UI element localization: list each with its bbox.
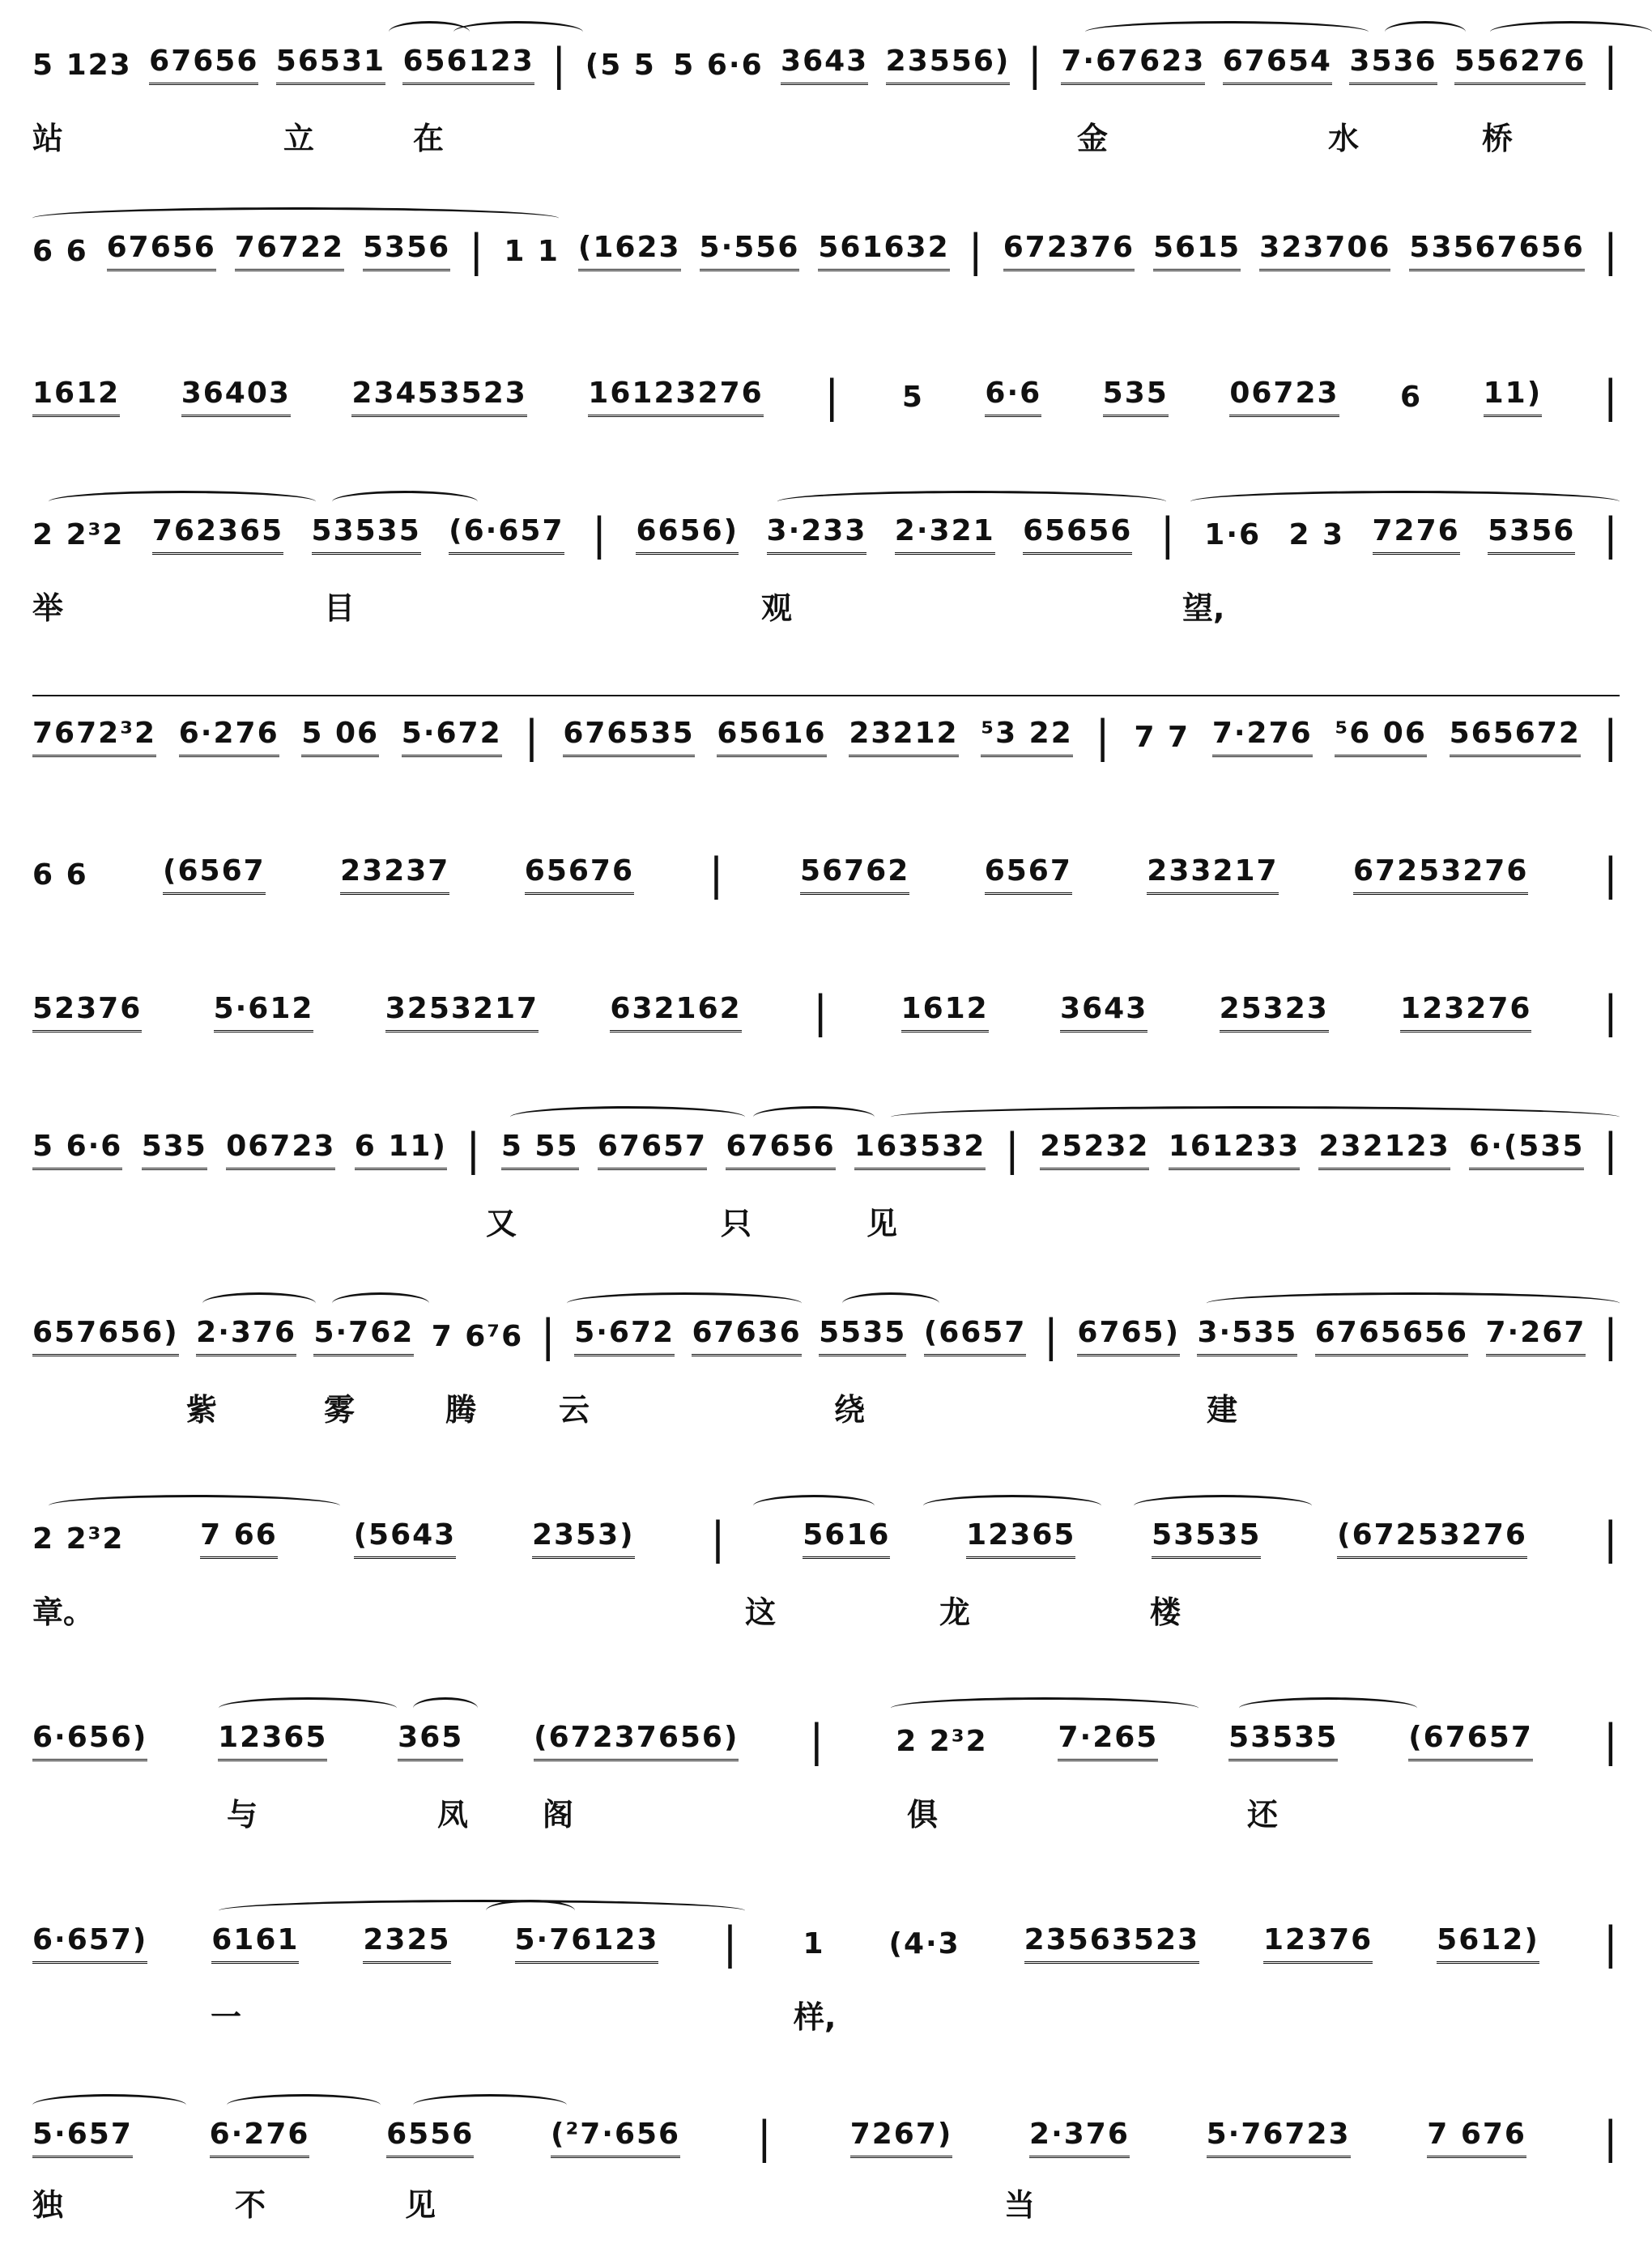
note-group: 5 123 — [32, 48, 132, 82]
note-group: 5·672 — [402, 717, 502, 757]
note-group: 5535 — [819, 1316, 906, 1356]
lyrics-line — [32, 2180, 1620, 2229]
barline: | — [809, 1715, 826, 1766]
barline: | — [722, 1918, 739, 1969]
note-group: 7 7 — [1134, 720, 1190, 754]
note-group: 535 — [142, 1130, 207, 1170]
note-group: 672376 — [1003, 231, 1135, 271]
note-group: 6556 — [386, 2118, 474, 2158]
note-group: 7·267 — [1486, 1316, 1586, 1356]
lyric-char: 见 — [866, 1206, 898, 1241]
lyrics-line — [32, 1198, 1620, 1247]
note-group: 6·276 — [179, 717, 279, 757]
note-group: 23556) — [886, 45, 1011, 85]
note-group: 6 6 — [32, 234, 88, 268]
lyrics-line — [32, 583, 1620, 632]
barline: | — [1603, 1124, 1620, 1175]
note-group: 5 — [901, 380, 924, 414]
note-group: (6657 — [924, 1316, 1027, 1356]
note-group: 5 06 — [301, 717, 379, 757]
barline: | — [1603, 1513, 1620, 1564]
note-group: 565672 — [1450, 717, 1581, 757]
lyrics-line — [32, 1992, 1620, 2041]
note-group: 67657 — [598, 1130, 707, 1170]
lyric-char: 桥 — [1482, 121, 1514, 156]
note-group: 65656 — [1023, 514, 1132, 555]
note-group: 1612 — [32, 377, 120, 417]
lyric-char: 独 — [32, 2187, 64, 2223]
note-group: 11) — [1484, 377, 1543, 417]
note-group: 123276 — [1400, 992, 1531, 1032]
notation-line — [32, 1117, 1620, 1182]
note-group: 6·276 — [210, 2118, 310, 2158]
lyric-char: 金 — [1077, 121, 1109, 156]
note-group: 556276 — [1454, 45, 1586, 85]
note-group: 6161 — [211, 1923, 299, 1964]
lyric-char: 目 — [324, 590, 356, 626]
note-group: 7672³2 — [32, 717, 156, 757]
notation-line — [32, 842, 1620, 907]
note-group: 3643 — [781, 45, 868, 85]
lyric-char: 见 — [405, 2187, 436, 2223]
lyric-char: 还 — [1247, 1797, 1279, 1833]
note-group: 23453523 — [351, 377, 526, 417]
barline: | — [466, 1124, 483, 1175]
lyric-char: 观 — [761, 590, 793, 626]
note-group: 52376 — [32, 992, 142, 1032]
note-group: 233217 — [1147, 854, 1278, 895]
note-group: 535 — [1103, 377, 1169, 417]
note-group: 6 — [1400, 380, 1423, 414]
note-group: 56762 — [800, 854, 909, 895]
note-group: 5·672 — [574, 1316, 675, 1356]
note-group: (6·657 — [449, 514, 564, 555]
lyrics-line — [32, 1385, 1620, 1433]
note-group: 65616 — [717, 717, 826, 757]
note-group: 6·6 — [985, 377, 1041, 417]
note-group: 23237 — [340, 854, 449, 895]
note-group: 5615 — [1153, 231, 1241, 271]
note-group: 3536 — [1349, 45, 1437, 85]
lyric-char: 楼 — [1150, 1594, 1182, 1630]
lyric-char: 阁 — [543, 1797, 574, 1833]
note-group: 76722 — [235, 231, 344, 271]
note-group: 5·76723 — [1207, 2118, 1351, 2158]
section-rule — [32, 695, 1620, 696]
notation-line — [32, 32, 1620, 97]
barline: | — [551, 39, 568, 90]
note-group: 56531 — [276, 45, 385, 85]
note-group: 5 6·6 — [673, 48, 764, 82]
barline: | — [756, 2112, 773, 2163]
note-group: 2 2³2 — [32, 517, 125, 551]
note-group: 2 2³2 — [32, 1522, 125, 1556]
note-group: 16123276 — [588, 377, 763, 417]
note-group: 7 676 — [1427, 2118, 1526, 2158]
note-group: 365 — [398, 1721, 463, 1761]
lyric-char: 这 — [745, 1594, 777, 1630]
lyric-char: 水 — [1328, 121, 1360, 156]
note-group: 762365 — [152, 514, 283, 555]
note-group: 23563523 — [1024, 1923, 1199, 1964]
barline: | — [524, 711, 541, 762]
lyric-char: 龙 — [939, 1594, 971, 1630]
note-group: 6656) — [636, 514, 739, 555]
barline: | — [1603, 1715, 1620, 1766]
note-group: 7·67623 — [1061, 45, 1205, 85]
barline: | — [709, 849, 726, 900]
lyric-char: 俱 — [907, 1797, 939, 1833]
barline: | — [1603, 2112, 1620, 2163]
note-group: 5·762 — [313, 1316, 414, 1356]
lyrics-line — [32, 1587, 1620, 1636]
notation-line — [32, 364, 1620, 429]
note-group: 5356 — [363, 231, 450, 271]
barline: | — [1603, 986, 1620, 1037]
barline: | — [1004, 1124, 1021, 1175]
barline: | — [1160, 509, 1177, 560]
note-group: (4·3 — [888, 1926, 960, 1960]
notation-line — [32, 1304, 1620, 1369]
note-group: 6 11) — [355, 1130, 447, 1170]
note-group: 12365 — [966, 1518, 1075, 1559]
note-group: (67657 — [1408, 1721, 1533, 1761]
note-group: (1623 — [578, 231, 681, 271]
note-group: 06723 — [1229, 377, 1339, 417]
note-group: 5616 — [803, 1518, 890, 1559]
note-group: (6567 — [163, 854, 266, 895]
note-group: 25232 — [1040, 1130, 1149, 1170]
note-group: (67237656) — [534, 1721, 739, 1761]
note-group: 3·535 — [1197, 1316, 1297, 1356]
note-group: 2325 — [363, 1923, 450, 1964]
lyric-char: 一 — [211, 1999, 242, 2035]
note-group: 6567 — [985, 854, 1072, 895]
barline: | — [1603, 849, 1620, 900]
barline: | — [1603, 711, 1620, 762]
note-group: 67656 — [726, 1130, 835, 1170]
barline: | — [813, 986, 830, 1037]
notation-line — [32, 219, 1620, 283]
barline: | — [1043, 1310, 1060, 1361]
lyric-char: 建 — [1207, 1392, 1238, 1428]
lyric-char: 样, — [794, 1999, 837, 2035]
note-group: (5 5 — [585, 48, 656, 82]
note-group: 36403 — [181, 377, 291, 417]
lyric-char: 凤 — [437, 1797, 469, 1833]
lyric-char: 腾 — [445, 1392, 477, 1428]
lyric-char: 举 — [32, 590, 64, 626]
note-group: 6765656 — [1315, 1316, 1468, 1356]
note-group: 7·265 — [1058, 1721, 1158, 1761]
note-group: ⁵3 22 — [981, 717, 1072, 757]
note-group: 1 1 — [504, 234, 560, 268]
note-group: 7 6⁷6 — [431, 1319, 524, 1353]
barline: | — [1603, 39, 1620, 90]
barline: | — [469, 225, 486, 276]
barline: | — [710, 1513, 727, 1564]
note-group: 232123 — [1318, 1130, 1450, 1170]
note-group: 6·657) — [32, 1923, 147, 1964]
note-group: 163532 — [854, 1130, 986, 1170]
note-group: 5356 — [1488, 514, 1575, 555]
lyric-char: 站 — [32, 121, 64, 156]
barline: | — [1027, 39, 1044, 90]
lyric-char: 又 — [486, 1206, 517, 1241]
note-group: 323706 — [1259, 231, 1390, 271]
note-group: (²7·656 — [551, 2118, 680, 2158]
note-group: 06723 — [226, 1130, 335, 1170]
note-group: 3643 — [1060, 992, 1147, 1032]
note-group: 6765) — [1077, 1316, 1180, 1356]
note-group: 5 55 — [501, 1130, 579, 1170]
barline: | — [1603, 225, 1620, 276]
notation-line — [32, 1709, 1620, 1773]
note-group: 6·656) — [32, 1721, 147, 1761]
barline: | — [1095, 711, 1112, 762]
notation-line — [32, 705, 1620, 769]
note-group: 676535 — [563, 717, 694, 757]
note-group: 7 66 — [200, 1518, 278, 1559]
note-group: 12365 — [218, 1721, 327, 1761]
note-group: 53535 — [1228, 1721, 1338, 1761]
barline: | — [1603, 509, 1620, 560]
note-group: 5612) — [1437, 1923, 1539, 1964]
note-group: 5·76123 — [515, 1923, 659, 1964]
notation-line — [32, 1911, 1620, 1976]
lyric-char: 绕 — [834, 1392, 866, 1428]
notation-line — [32, 1506, 1620, 1571]
note-group: 1 — [803, 1926, 825, 1960]
lyric-char: 当 — [1004, 2187, 1036, 2223]
note-group: 632162 — [610, 992, 741, 1032]
lyric-char: 云 — [559, 1392, 590, 1428]
note-group: 2 3 — [1288, 517, 1345, 551]
note-group: 3·233 — [767, 514, 867, 555]
lyric-char: 紫 — [186, 1392, 218, 1428]
note-group: ⁵6 06 — [1335, 717, 1426, 757]
note-group: 67654 — [1223, 45, 1332, 85]
note-group: 53535 — [312, 514, 421, 555]
note-group: 53535 — [1152, 1518, 1261, 1559]
note-group: 1612 — [901, 992, 989, 1032]
lyric-char: 不 — [235, 2187, 266, 2223]
barline: | — [540, 1310, 557, 1361]
note-group: 5·612 — [214, 992, 314, 1032]
lyrics-line — [32, 113, 1620, 162]
note-group: 657656) — [32, 1316, 179, 1356]
lyric-char: 只 — [721, 1206, 752, 1241]
lyric-char: 与 — [227, 1797, 258, 1833]
note-group: 67656 — [107, 231, 216, 271]
notation-line — [32, 502, 1620, 567]
lyric-char: 望, — [1182, 590, 1225, 626]
note-group: (5643 — [354, 1518, 457, 1559]
barline: | — [824, 371, 841, 422]
note-group: 23212 — [849, 717, 958, 757]
note-group: 67636 — [692, 1316, 801, 1356]
note-group: 7267) — [850, 2118, 953, 2158]
note-group: 2 2³2 — [896, 1724, 988, 1758]
note-group: 656123 — [402, 45, 534, 85]
note-group: 2·376 — [196, 1316, 296, 1356]
barline: | — [1603, 1918, 1620, 1969]
barline: | — [1603, 1310, 1620, 1361]
note-group: 67656 — [149, 45, 258, 85]
note-group: 2353) — [532, 1518, 635, 1559]
barline: | — [1603, 371, 1620, 422]
note-group: 25323 — [1220, 992, 1329, 1032]
barline: | — [591, 509, 609, 560]
notation-line — [32, 980, 1620, 1045]
note-group: 53567656 — [1409, 231, 1584, 271]
note-group: 161233 — [1169, 1130, 1300, 1170]
note-group: 5 6·6 — [32, 1130, 122, 1170]
lyric-char: 立 — [283, 121, 315, 156]
note-group: 2·376 — [1029, 2118, 1130, 2158]
note-group: 1·6 — [1204, 517, 1262, 551]
notation-line — [32, 2105, 1620, 2170]
note-group: 3253217 — [385, 992, 539, 1032]
note-group: 561632 — [818, 231, 949, 271]
note-group: (67253276 — [1337, 1518, 1527, 1559]
note-group: 2·321 — [895, 514, 995, 555]
note-group: 65676 — [525, 854, 634, 895]
lyric-char: 章。 — [32, 1594, 95, 1630]
note-group: 67253276 — [1353, 854, 1528, 895]
note-group: 6·(535 — [1469, 1130, 1584, 1170]
lyric-char: 雾 — [324, 1392, 356, 1428]
note-group: 12376 — [1263, 1923, 1373, 1964]
note-group: 6 6 — [32, 858, 88, 892]
note-group: 7·276 — [1212, 717, 1313, 757]
note-group: 7276 — [1373, 514, 1460, 555]
barline: | — [968, 225, 985, 276]
note-group: 5·556 — [700, 231, 800, 271]
note-group: 5·657 — [32, 2118, 133, 2158]
lyrics-line — [32, 1790, 1620, 1838]
lyric-char: 在 — [413, 121, 445, 156]
